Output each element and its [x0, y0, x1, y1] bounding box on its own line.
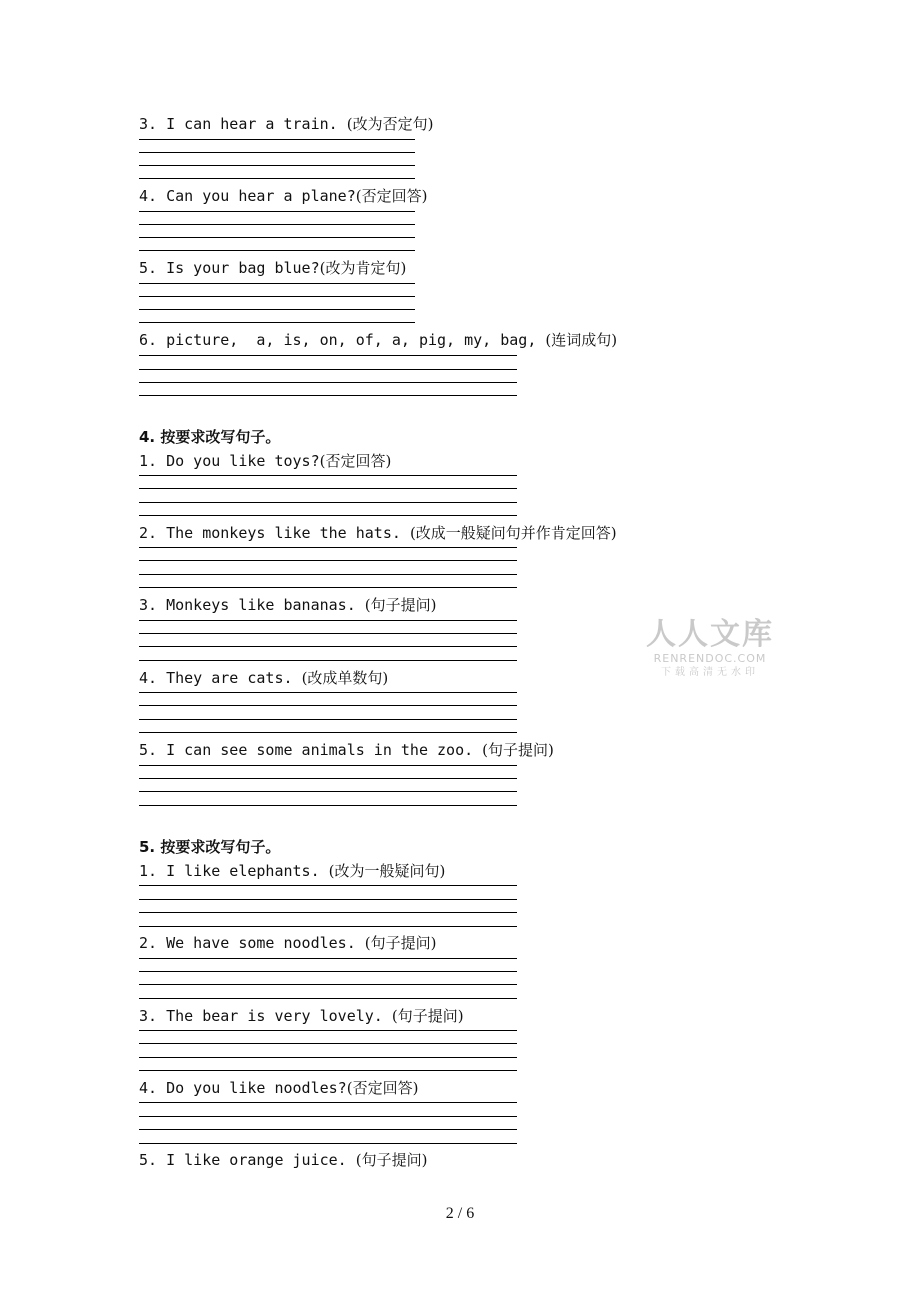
question-a6: 6. picture, a, is, on, of, a, pig, my, bag, (连词成句) [139, 331, 618, 349]
answer-line [139, 692, 517, 693]
answer-line [139, 620, 517, 621]
question-4-5: 5. I can see some animals in the zoo. (句子提问) [139, 741, 554, 759]
answer-line [139, 805, 517, 806]
answer-line [139, 1043, 517, 1044]
question-4-1: 1. Do you like toys?(否定回答) [139, 452, 392, 470]
watermark-domain: RENRENDOC.COM [653, 652, 767, 665]
answer-line [139, 369, 517, 370]
question-a3: 3. I can hear a train. (改为否定句) [139, 115, 434, 133]
answer-line [139, 912, 517, 913]
answer-line [139, 283, 415, 284]
answer-line [139, 719, 517, 720]
answer-line [139, 646, 517, 647]
question-4-4: 4. They are cats. (改成单数句) [139, 669, 389, 687]
watermark-slogan: 下载高清无水印 [661, 667, 759, 678]
answer-line [139, 309, 415, 310]
question-4-2: 2. The monkeys like the hats. (改成一般疑问句并作肯定回答) [139, 524, 617, 542]
answer-line [139, 765, 517, 766]
answer-line [139, 152, 415, 153]
question-4-3: 3. Monkeys like bananas. (句子提问) [139, 596, 437, 614]
answer-line [139, 791, 517, 792]
answer-line [139, 587, 517, 588]
answer-line [139, 224, 415, 225]
page-number: 2 / 6 [445, 1205, 475, 1222]
watermark-logo [645, 618, 775, 680]
question-5-5: 5. I like orange juice. (句子提问) [139, 1151, 428, 1169]
answer-line [139, 705, 517, 706]
answer-line [139, 395, 517, 396]
answer-line [139, 1143, 517, 1144]
question-5-1: 1. I like elephants. (改为一般疑问句) [139, 862, 446, 880]
answer-line [139, 574, 517, 575]
answer-line [139, 237, 415, 238]
answer-line [139, 165, 415, 166]
answer-line [139, 778, 517, 779]
question-a4: 4. Can you hear a plane?(否定回答) [139, 187, 428, 205]
answer-line [139, 1116, 517, 1117]
question-5-3: 3. The bear is very lovely. (句子提问) [139, 1007, 464, 1025]
section-5-heading: 5. 按要求改写句子。 [139, 838, 281, 856]
answer-line [139, 139, 415, 140]
section-4-heading: 4. 按要求改写句子。 [139, 428, 281, 446]
answer-line [139, 926, 517, 927]
answer-line [139, 998, 517, 999]
answer-line [139, 971, 517, 972]
answer-line [139, 1102, 517, 1103]
answer-line [139, 984, 517, 985]
answer-line [139, 488, 517, 489]
answer-line [139, 1030, 517, 1031]
answer-line [139, 560, 517, 561]
answer-line [139, 1070, 517, 1071]
answer-line [139, 475, 517, 476]
answer-line [139, 211, 415, 212]
answer-line [139, 547, 517, 548]
answer-line [139, 382, 517, 383]
question-5-4: 4. Do you like noodles?(否定回答) [139, 1079, 419, 1097]
answer-line [139, 250, 415, 251]
answer-line [139, 1057, 517, 1058]
answer-line [139, 515, 517, 516]
answer-line [139, 502, 517, 503]
answer-line [139, 660, 517, 661]
question-a5: 5. Is your bag blue?(改为肯定句) [139, 259, 407, 277]
answer-line [139, 958, 517, 959]
answer-line [139, 322, 415, 323]
watermark-title: 人人文库 [646, 617, 774, 652]
answer-line [139, 355, 517, 356]
answer-line [139, 885, 517, 886]
answer-line [139, 296, 415, 297]
answer-line [139, 633, 517, 634]
answer-line [139, 732, 517, 733]
question-5-2: 2. We have some noodles. (句子提问) [139, 934, 437, 952]
answer-line [139, 899, 517, 900]
answer-line [139, 1129, 517, 1130]
answer-line [139, 178, 415, 179]
